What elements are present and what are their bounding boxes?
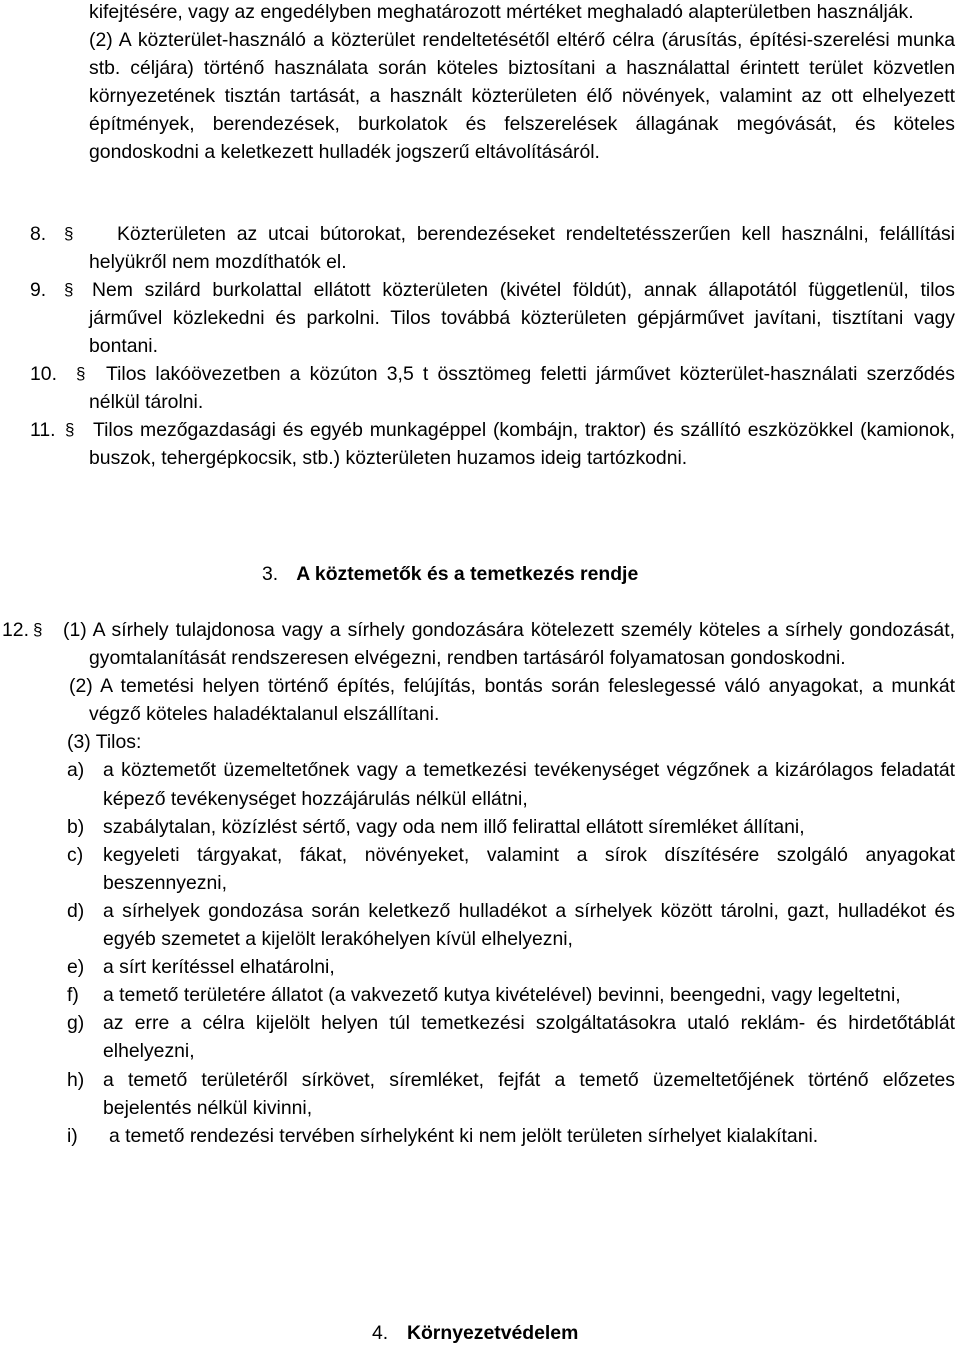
list-item	[67, 756, 955, 812]
list-item-text: a köztemetőt üzemeltetőnek vagy a temetkezési tevékenységet végzőnek a kizárólagos feladatát képező tevékenységet hozzájárulás nélkül ellátni,	[103, 759, 955, 810]
list-item-label: b)	[67, 815, 85, 838]
section-8-number: 8.	[30, 223, 47, 245]
list-item	[67, 897, 955, 953]
section-symbol: §	[65, 420, 75, 439]
section-symbol: §	[64, 224, 74, 243]
section-12-p2-text: (2) A temetési helyen történő építés, felújítás, bontás során feleslegessé váló anyagokat, a munkát végző köteles haladéktalanul elszállítani.	[69, 675, 955, 726]
list-item-label: g)	[67, 1012, 85, 1035]
chapter-3-heading	[262, 560, 638, 588]
list-item-label: i)	[67, 1124, 78, 1147]
list-item-text: a sírt kerítéssel elhatárolni,	[103, 956, 335, 979]
list-item-label: d)	[67, 899, 85, 922]
section-10-number: 10.	[30, 363, 57, 385]
list-item	[67, 841, 955, 897]
chapter-3-title: A köztemetők és a temetkezés rendje	[296, 563, 639, 585]
section-symbol: §	[33, 620, 43, 639]
section-12	[2, 616, 955, 1150]
list-item-text: a temető területéről sírkövet, síremléket, fejfát a temető üzemeltetőjének történő előzetes bejelentés nélkül kivinni,	[103, 1068, 955, 1119]
section-11-number: 11.	[30, 419, 56, 441]
section-11	[30, 416, 955, 472]
list-item-label: c)	[67, 843, 84, 866]
list-item	[67, 1122, 955, 1150]
section-symbol: §	[64, 280, 74, 299]
list-item	[67, 813, 955, 841]
list-item-text: az erre a célra kijelölt helyen túl temetkezési szolgáltatásokra utaló reklám- és hirdetőtáblát elhelyezni,	[103, 1012, 955, 1063]
section-12-number: 12.	[2, 619, 29, 641]
section-8-body: Közterületen az utcai bútorokat, berendezéseket rendeltetésszerűen kell használni, felállítási helyükről nem mozdíthatók el.	[89, 223, 955, 274]
list-item-label: f)	[67, 984, 79, 1007]
paragraph-2: (2) A közterület-használó a közterület rendeltetésétől eltérő célra (árusítás, építési-szerelési munka stb. céljára) történő használata során köteles biztosítani a használattal érintett terület közvetlen környezetének tisztán tartását, a használt közterületen élő növények, valamint az ott elhelyezett építmények, berendezések, burkolatok és felszerelések állagának megóvását, és köteles gondoskodni a keletkezett hulladék jogszerű eltávolításáról.	[89, 29, 955, 164]
list-item	[67, 1066, 955, 1122]
paragraph-intro-line1: kifejtésére, vagy az engedélyben meghatározott mértéket meghaladó alapterületben használják.	[89, 1, 914, 23]
section-12-p1-text: (1) A sírhely tulajdonosa vagy a sírhely gondozására kötelezett személy köteles a sírhely gondozását, gyomtalanítását rendszeresen elvégezni, rendben tartásáról folyamatosan gondoskodni.	[63, 619, 955, 670]
chapter-3-number: 3.	[262, 563, 279, 585]
list-item-text: kegyeleti tárgyakat, fákat, növényeket, valamint a sírok díszítésére szolgáló anyagokat beszennyezni,	[103, 843, 955, 894]
section-12-p3: (3) Tilos:	[67, 731, 142, 754]
section-10-text	[89, 360, 955, 416]
list-item-label: a)	[67, 759, 85, 782]
list-item-text: a temető területére állatot (a vakvezető kutya kivételével) bevinni, beengedni, vagy legeltetni,	[103, 984, 901, 1007]
list-item-text: szabálytalan, közízlést sértő, vagy oda nem illő felirattal ellátott síremléket állítani,	[103, 815, 805, 838]
prohibited-list	[2, 756, 955, 1149]
list-item-text: a sírhelyek gondozása során keletkező hulladékot a sírhelyek között tárolni, gazt, hulladékot és egyéb szemetet a kijelölt lerakóhelyen kívül elhelyezni,	[103, 899, 955, 951]
list-item-label: e)	[67, 956, 85, 979]
list-item	[67, 953, 955, 981]
list-item-label: h)	[67, 1068, 85, 1091]
section-11-body: Tilos mezőgazdasági és egyéb munkagéppel (kombájn, traktor) és szállító eszközökkel (kamionok, buszok, tehergépkocsik, stb.) közterületen huzamos ideig tartózkodni.	[89, 419, 955, 470]
chapter-4-heading	[372, 1319, 578, 1347]
section-symbol: §	[76, 364, 86, 383]
chapter-4-number: 4.	[372, 1322, 389, 1344]
section-11-text	[89, 416, 955, 472]
list-item-text: a temető rendezési tervében sírhelyként ki nem jelölt területen sírhelyet kialakítani.	[109, 1124, 819, 1147]
list-item	[67, 1009, 955, 1065]
list-item	[67, 981, 955, 1009]
section-9-number: 9.	[30, 279, 47, 301]
section-9-body: Nem szilárd burkolattal ellátott közterületen (kivétel földút), annak állapotától függetlenül, tilos járművel közlekedni és parkolni. Tilos továbbá közterületen gépjárművet javítani, tisztítani vagy bontani.	[89, 279, 955, 358]
section-10-body: Tilos lakóövezetben a közúton 3,5 t össztömeg feletti járművet közterület-használati szerződés nélkül tárolni.	[89, 363, 955, 414]
section-8	[30, 220, 955, 276]
section-8-text	[89, 220, 955, 276]
section-12-p2	[69, 672, 955, 728]
section-12-p1	[63, 616, 955, 672]
section-9	[30, 276, 955, 360]
paragraph-intro	[89, 0, 955, 167]
section-9-text	[89, 276, 955, 360]
chapter-4-title: Környezetvédelem	[406, 1322, 579, 1344]
section-10-paragraph	[30, 360, 955, 416]
